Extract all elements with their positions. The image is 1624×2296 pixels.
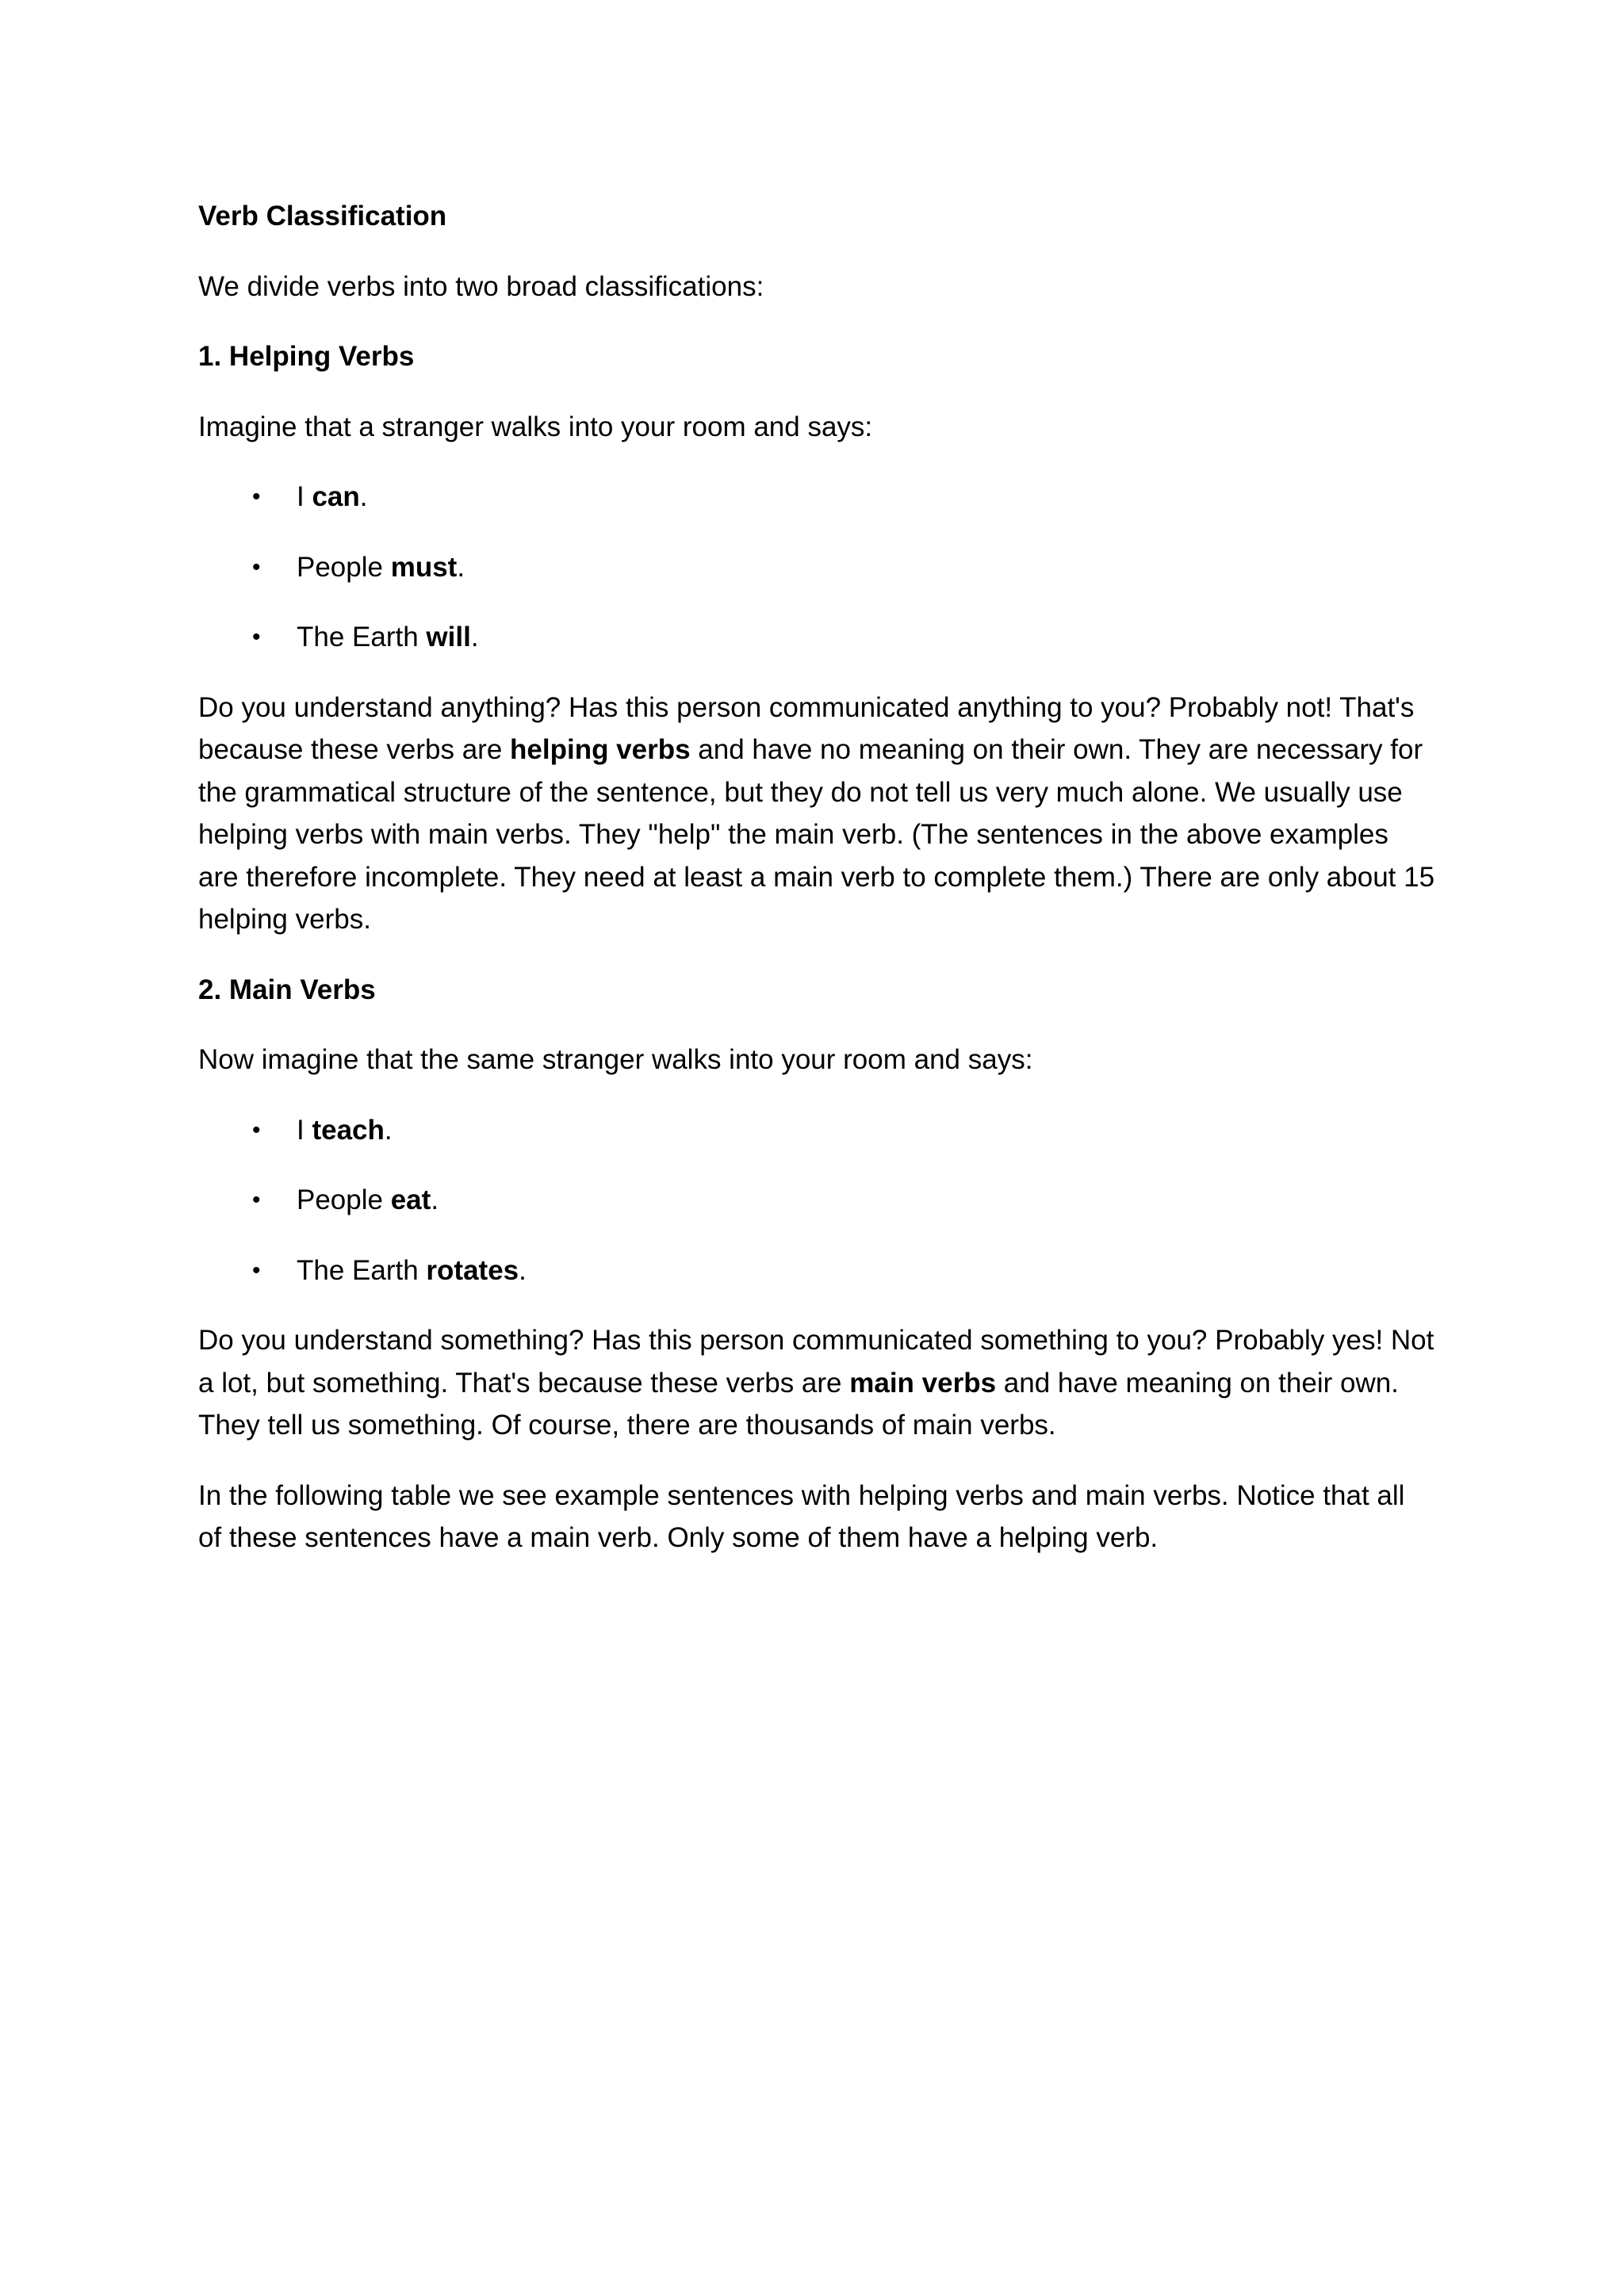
paragraph-text: Do you understand anything? Has this person communicated anything to you? Probably not! That's because these verbs are: [198, 691, 1415, 765]
main-explanation-paragraph: [198, 1319, 1435, 1447]
example-punctuation: .: [431, 1184, 439, 1215]
paragraph-text: Do you understand something? Has this person communicated something to you? Probably yes! Not a lot, but something. That's because these verbs are: [198, 1325, 1434, 1399]
helping-explanation-paragraph: [198, 687, 1435, 941]
bold-term: helping verbs: [510, 734, 691, 765]
paragraph-text: and have no meaning on their own. They are necessary for the grammatical structure of the sentence, but they do not tell us very much alone. We usually use helping verbs with main verbs. They "help" the main verb. (The sentences in the above examples are therefore incomplete. They need at least a main verb to complete them.) There are only about 15 helping verbs.: [198, 734, 1435, 935]
section-heading-helping-verbs: 1. Helping Verbs: [198, 341, 415, 372]
helping-examples-list: [198, 476, 1435, 659]
bullet-icon: •: [252, 1116, 261, 1143]
main-lead-paragraph: Now imagine that the same stranger walks into your room and says:: [198, 1044, 1033, 1075]
helping-lead-paragraph: Imagine that a stranger walks into your room and says:: [198, 411, 873, 442]
document-title: Verb Classification: [198, 201, 447, 232]
list-item: [198, 1109, 1435, 1152]
list-item: [198, 546, 1435, 589]
list-item: [198, 1179, 1435, 1222]
example-subject: The Earth: [297, 1254, 427, 1286]
bullet-icon: •: [252, 553, 261, 580]
example-verb: eat: [390, 1184, 431, 1215]
example-punctuation: .: [519, 1254, 527, 1286]
paragraph-text: and have meaning on their own. They tell us something. Of course, there are thousands of main verbs.: [198, 1367, 1399, 1441]
example-subject: I: [297, 1114, 312, 1146]
example-verb: teach: [312, 1114, 385, 1146]
example-punctuation: .: [470, 622, 479, 652]
list-item: [198, 1249, 1435, 1292]
example-verb: rotates: [426, 1254, 519, 1286]
bullet-icon: •: [252, 624, 261, 650]
bullet-icon: •: [252, 1257, 261, 1284]
example-punctuation: .: [457, 551, 465, 583]
bullet-icon: •: [252, 484, 261, 510]
example-subject: People: [297, 1184, 391, 1215]
example-verb: will: [426, 622, 471, 652]
list-item: [198, 616, 1435, 659]
example-subject: I: [297, 481, 312, 512]
section-heading-main-verbs: 2. Main Verbs: [198, 974, 376, 1005]
bold-term: main verbs: [849, 1367, 997, 1399]
example-punctuation: .: [384, 1114, 393, 1146]
example-verb: can: [312, 481, 360, 512]
bullet-icon: •: [252, 1187, 261, 1213]
list-item: [198, 476, 1435, 519]
example-subject: People: [297, 551, 391, 583]
intro-paragraph: We divide verbs into two broad classifications:: [198, 270, 764, 302]
example-punctuation: .: [359, 481, 368, 512]
document-body: [198, 195, 1435, 1587]
main-examples-list: [198, 1109, 1435, 1292]
closing-paragraph: In the following table we see example sentences with helping verbs and main verbs. Notice that all of these sentences have a main verb. Only some of them have a helping verb.: [198, 1479, 1405, 1553]
example-subject: The Earth: [297, 622, 427, 652]
example-verb: must: [390, 551, 458, 583]
